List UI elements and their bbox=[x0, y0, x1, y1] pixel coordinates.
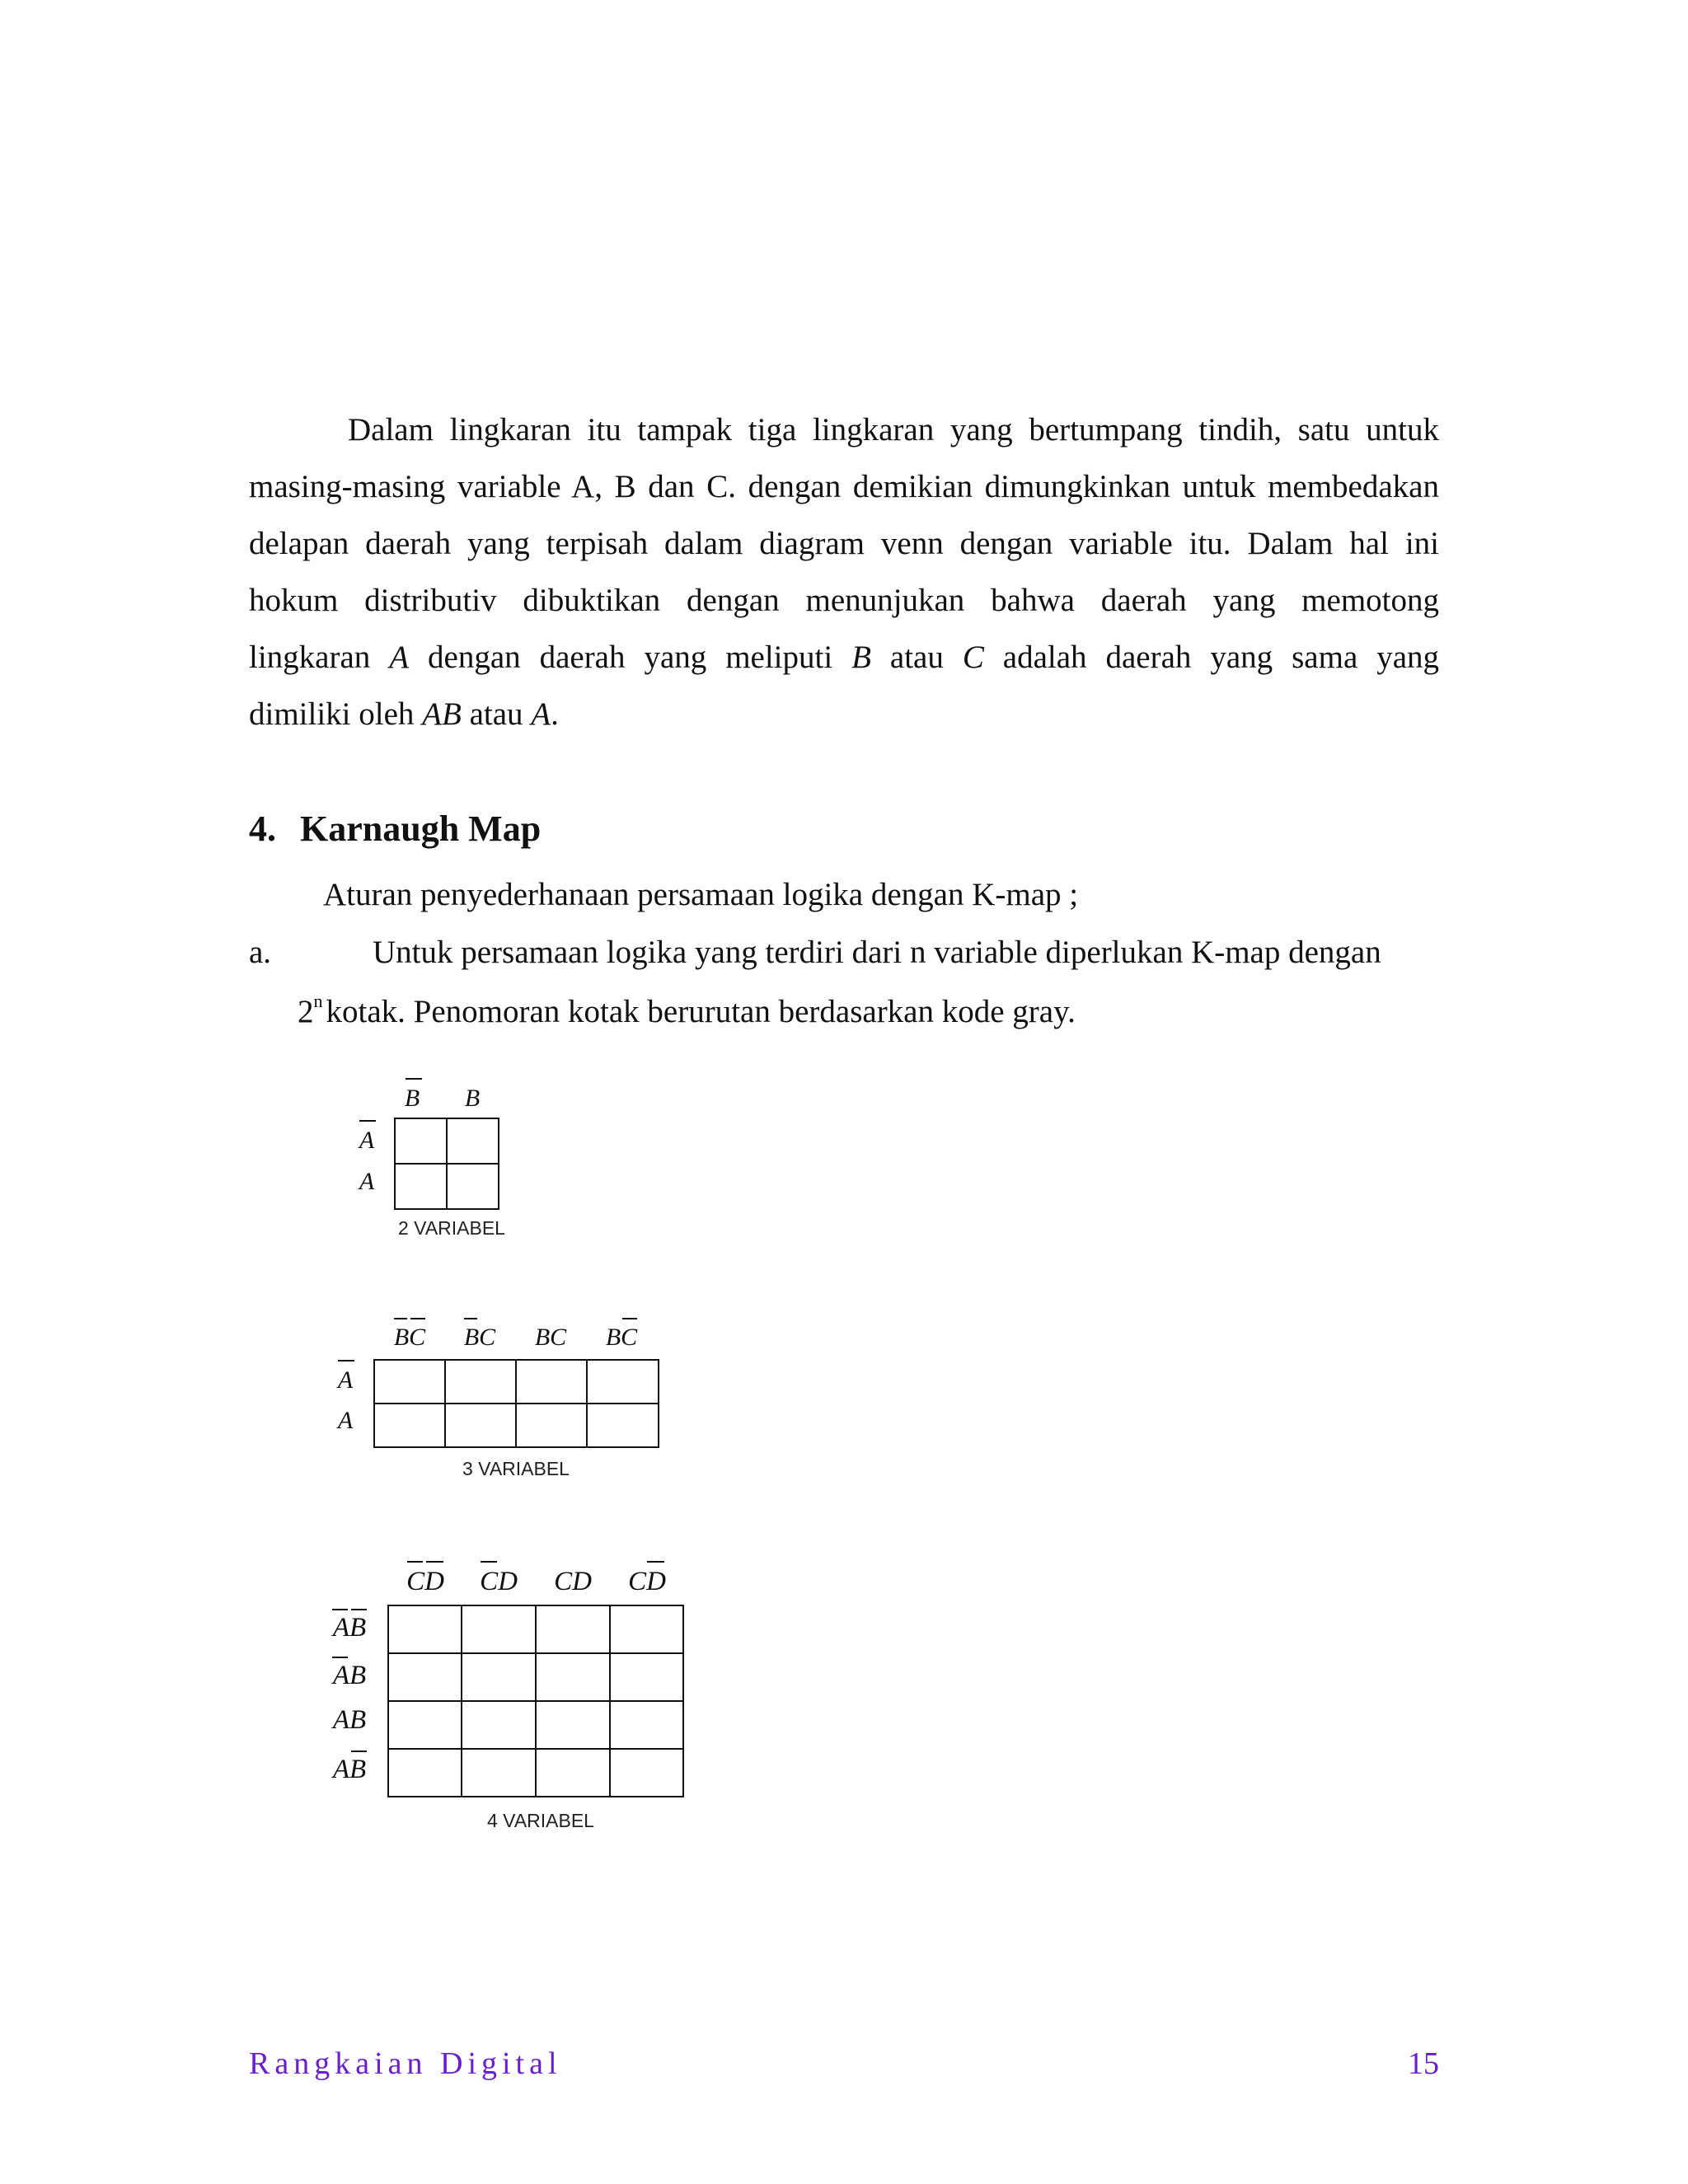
variable: B bbox=[851, 640, 871, 675]
kmap3-col-label: BC bbox=[605, 1324, 638, 1351]
paragraph-line: delapan daerah yang terpisah dalam diagram venn dengan variable itu. Dalam hal ini bbox=[249, 526, 1439, 561]
text-run: adalah daerah yang sama yang bbox=[983, 640, 1439, 675]
kmap4-col-label: CD bbox=[554, 1567, 592, 1596]
variable: A bbox=[531, 696, 551, 732]
variable: C bbox=[962, 640, 984, 675]
text-run: dimiliki oleh bbox=[249, 696, 423, 732]
kmap4-caption: 4 VARIABEL bbox=[487, 1810, 594, 1831]
kmap3-row-label: A bbox=[337, 1407, 354, 1434]
text-run: atau bbox=[461, 696, 532, 732]
kmap4-row-label: AB bbox=[332, 1755, 367, 1784]
kmap2-row-label: A bbox=[359, 1168, 375, 1195]
kmap4-col-label: CD bbox=[480, 1567, 518, 1596]
kmap2-caption: 2 VARIABEL bbox=[398, 1217, 505, 1239]
kmap-2-variable bbox=[358, 1079, 499, 1209]
kmap2-col-label: B bbox=[404, 1085, 420, 1112]
paragraph-line: Dalam lingkaran itu tampak tiga lingkaran yang bertumpang tindih, satu untuk bbox=[348, 412, 1439, 448]
kmap4-row-label: AB bbox=[332, 1613, 367, 1643]
list-marker: a. bbox=[249, 935, 272, 970]
page-number: 15 bbox=[1408, 2046, 1439, 2081]
list-item-rest: kotak. Penomoran kotak berurutan berdasarkan kode gray. bbox=[326, 994, 1076, 1029]
kmap-3-variable bbox=[336, 1319, 659, 1447]
kmap2-col-label: B bbox=[464, 1085, 481, 1112]
kmap-4-variable bbox=[331, 1562, 683, 1797]
power-exponent: n bbox=[313, 991, 323, 1011]
text-run: . bbox=[551, 696, 559, 732]
kmap4-col-label: CD bbox=[406, 1567, 444, 1596]
section-number: 4. bbox=[249, 808, 276, 849]
kmap4-col-label: CD bbox=[628, 1567, 666, 1596]
text-run: lingkaran bbox=[249, 640, 390, 675]
kmap4-row-label: AB bbox=[332, 1705, 367, 1735]
variable: AB bbox=[422, 696, 462, 732]
power-base: 2 bbox=[298, 994, 314, 1029]
paragraph-line: masing-masing variable A, B dan C. dengan demikian dimungkinkan untuk membedakan bbox=[249, 469, 1439, 504]
kmap4-row-label: AB bbox=[332, 1661, 367, 1690]
kmap3-row-label: A bbox=[337, 1366, 354, 1394]
list-item-text: Untuk persamaan logika yang terdiri dari n variable diperlukan K-map dengan bbox=[373, 935, 1381, 970]
kmap3-caption: 3 VARIABEL bbox=[462, 1458, 570, 1479]
kmap2-row-label: A bbox=[359, 1127, 375, 1154]
kmap3-col-label: BC bbox=[534, 1324, 567, 1351]
text-run: atau bbox=[870, 640, 963, 675]
kmap3-col-label: BC bbox=[393, 1324, 426, 1351]
kmap3-col-label: BC bbox=[463, 1324, 496, 1351]
variable: A bbox=[389, 640, 410, 675]
text-run: dengan daerah yang meliputi bbox=[409, 640, 852, 675]
footer-title: Rangkaian Digital bbox=[249, 2046, 562, 2081]
section-title: Karnaugh Map bbox=[300, 808, 542, 849]
intro-text: Aturan penyederhanaan persamaan logika dengan K-map ; bbox=[323, 877, 1079, 912]
paragraph-line: hokum distributiv dibuktikan dengan menunjukan bahwa daerah yang memotong bbox=[249, 583, 1439, 618]
